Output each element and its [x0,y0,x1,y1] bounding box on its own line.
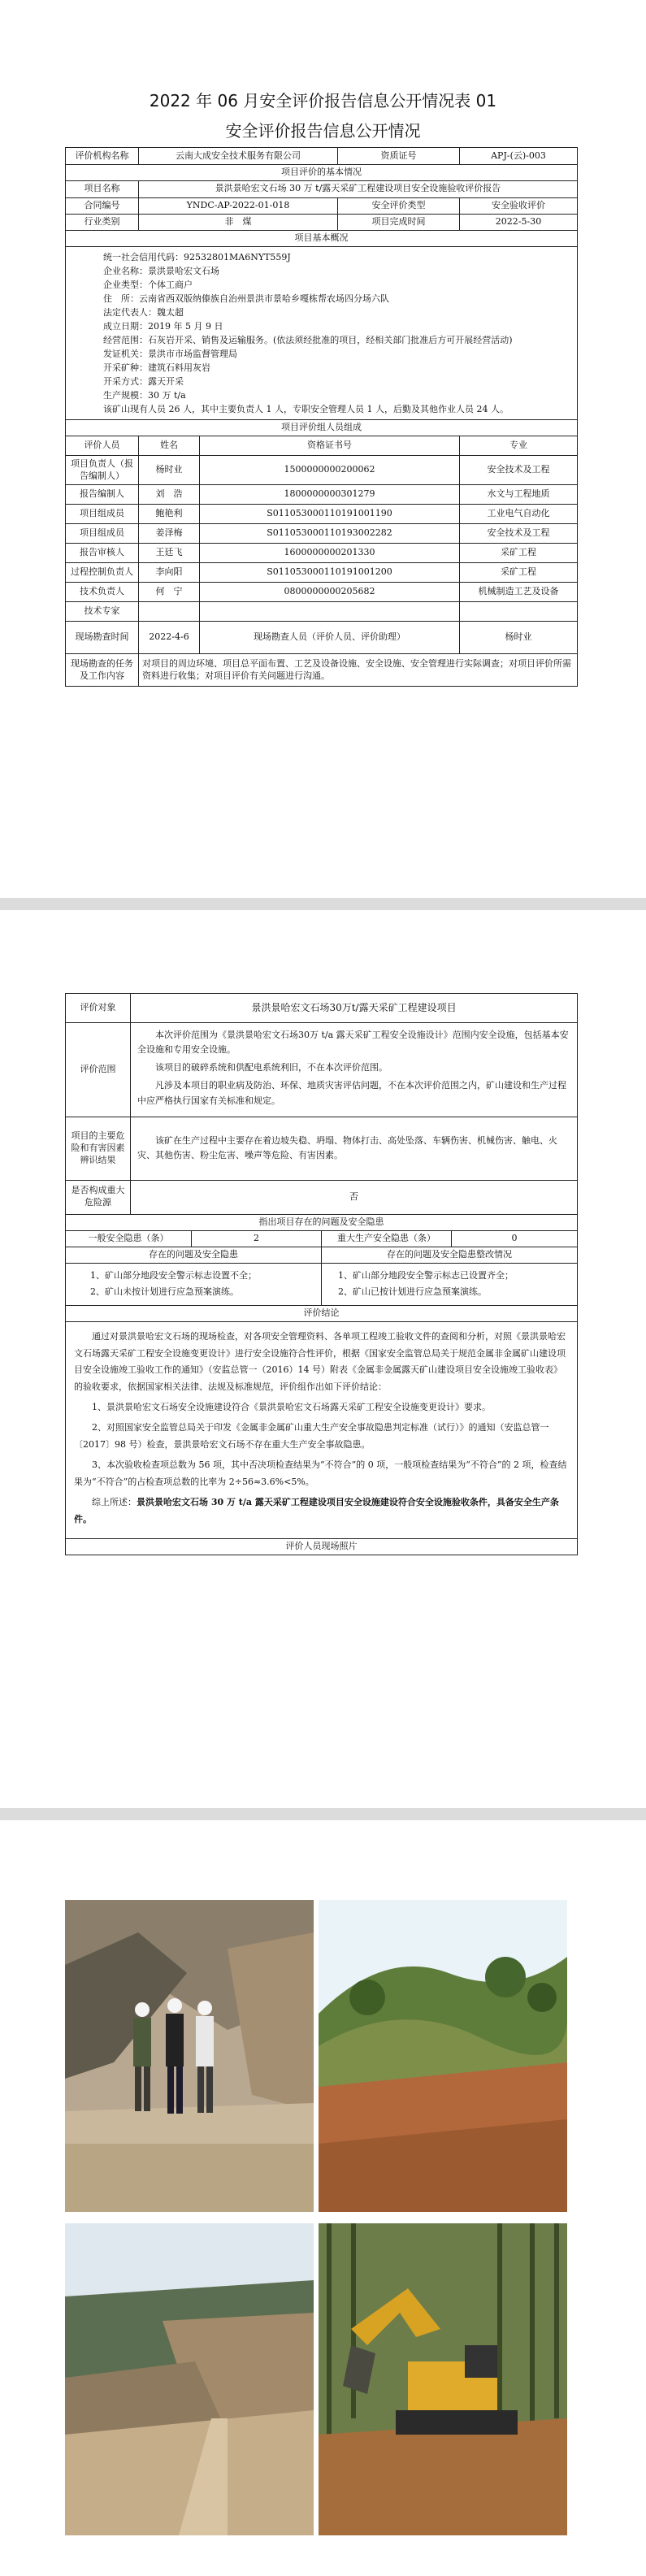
team-role: 项目负责人（报告编制人） [66,456,139,485]
industry-label: 行业类别 [66,214,139,230]
document-subtitle: 安全评价报告信息公开情况 [225,121,421,141]
conclusion-section-heading: 评价结论 [66,1305,578,1321]
rectify-list [322,1263,578,1305]
rectify-item: 1、矿山部分地段安全警示标志已设置齐全； [338,1270,514,1281]
conclusion-para: 2、对照国家安全监管总局关于印发《金属非金属矿山重大生产安全事故隐患判定标准（试行）》的通知（安监总管一〔2017〕98 号）检查，景洪景哈宏文石场不存在重大生产安全事故隐患。 [74,1422,549,1451]
site-photo-grid [65,1900,579,2535]
survey-time-label: 现场勘查时间 [66,622,139,654]
team-cert: 1500000000200062 [200,456,460,485]
overview-line: 住 所：云南省西双版纳傣族自治州景洪市景哈乡嘎栋帮农场四分场六队 [103,293,389,304]
overview-line: 经营范围：石灰岩开采、销售及运输服务。(依法须经批准的项目，经相关部门批准后方可开展经营活动) [103,334,513,345]
conclusion-para: 通过对景洪景哈宏文石场的现场检查，对各项安全管理资料、各单项工程竣工验收文件的查阅和分析，对照《景洪景哈宏文石场露天采矿工程安全设施变更设计》进行安全设施符合性评价，根据《国家安全监管总局关于规范金属非金属矿山建设项目安全设施竣工验收工作的通知》（安监总管一（2016）14 号）附表《金属非金属露天矿山建设项目安全设施竣工验收表》的验收要求，依据国家相关法律、法规及标准规范，评价组作出如下评价结论： [74,1330,566,1393]
project-name-label: 项目名称 [66,180,139,197]
team-name: 姜泽梅 [139,524,200,544]
problem-item: 1、矿山部分地段安全警示标志设置不全； [90,1270,257,1281]
eval-type-value: 安全验收评价 [460,197,578,214]
general-hidden-label: 一般安全隐患（条） [66,1230,192,1247]
team-role: 项目组成员 [66,524,139,544]
team-major: 水文与工程地质 [460,485,578,505]
overview-section-heading: 项目基本概况 [66,230,578,246]
done-time-value: 2022-5-30 [460,214,578,230]
team-cert [200,602,460,622]
hazard-value: 该矿在生产过程中主要存在着边坡失稳、坍塌、物体打击、高处坠落、车辆伤害、机械伤害、触电、火灾、其他伤害、粉尘危害、噪声等危险、有害因素。 [137,1135,557,1161]
scope-label: 评价范围 [66,1023,131,1117]
team-role: 报告审核人 [66,544,139,563]
conclusion-block [66,1321,578,1538]
team-major: 工业电气自动化 [460,505,578,524]
org-label: 评价机构名称 [66,148,139,165]
team-name: 鲍艳利 [139,505,200,524]
problems-header: 存在的问题及安全隐患 [66,1247,322,1263]
contract-value: YNDC-AP-2022-01-018 [139,197,338,214]
site-photo-excavator [319,2223,567,2535]
site-photo-inspectors [65,1900,314,2212]
major-hazard-label: 是否构成重大危险源 [66,1180,131,1214]
conclusion-para: 3、本次验收检查项总数为 56 项，其中否决项检查结果为“不符合”的 0 项，一般项检查结果为“不符合”的 2 项，检查结果为“不符合”的占检查项总数的比率为 2÷56≈3.6%<5%。 [74,1459,567,1487]
overview-line: 生产规模：30 万 t/a [103,390,186,401]
page-1 [0,0,646,898]
overview-line: 开采方式：露天开采 [103,376,184,388]
task-value: 对项目的周边环境、项目总平面布置、工艺及设备设施、安全设施、安全管理进行实际调查；对项目评价所需资料进行收集；对项目评价有关问题进行沟通。 [139,654,578,687]
team-header-role: 评价人员 [66,436,139,456]
conclusion-para: 1、景洪景哈宏文石场安全设施建设符合《景洪景哈宏文石场露天采矿工程安全设施变更设计》要求。 [92,1402,491,1413]
done-time-label: 项目完成时间 [338,214,460,230]
team-cert: 1600000000201330 [200,544,460,563]
team-name [139,602,200,622]
overview-line: 发证机关：景洪市市场监督管理局 [103,349,237,360]
overview-block [66,246,578,420]
scope-para: 本次评价范围为《景洪景哈宏文石场30万 t/a 露天采矿工程安全设施设计》范围内安全设施，包括基本安全设施和专用安全设施。 [137,1030,569,1056]
overview-line: 开采矿种：建筑石料用灰岩 [103,362,210,374]
team-role: 项目组成员 [66,505,139,524]
team-major: 采矿工程 [460,544,578,563]
team-role: 技术专家 [66,602,139,622]
conclusion-final-prefix: 综上所述： [92,1496,137,1507]
document-title: 2022 年 06 月安全评价报告信息公开情况表 01 [149,91,497,111]
team-section-heading: 项目评价组人员组成 [66,420,578,436]
task-label: 现场勘查的任务及工作内容 [66,654,139,687]
team-role: 技术负责人 [66,583,139,602]
team-name: 刘 浩 [139,485,200,505]
team-role: 过程控制负责人 [66,563,139,583]
team-cert: 0800000000205682 [200,583,460,602]
rectify-header: 存在的问题及安全隐患整改情况 [322,1247,578,1263]
industry-value: 非 煤 [139,214,338,230]
project-name-value: 景洪景哈宏文石场 30 万 t/露天采矿工程建设项目安全设施验收评价报告 [139,180,578,197]
survey-person-value: 杨时业 [460,622,578,654]
scope-block [131,1023,578,1117]
report-info-table [65,147,578,687]
evaluation-table [65,993,578,1555]
team-name: 何 宁 [139,583,200,602]
cert-value: APJ-(云)-003 [460,148,578,165]
team-major: 安全技术及工程 [460,456,578,485]
team-cert: S011053000110193002282 [200,524,460,544]
team-cert: 1800000000301279 [200,485,460,505]
team-name: 李向阳 [139,563,200,583]
site-photo-hillside [319,1900,567,2212]
team-major [460,602,578,622]
cert-label: 资质证号 [338,148,460,165]
conclusion-final [74,1494,569,1529]
conclusion-final-bold: 景洪景哈宏文石场 30 万 t/a 露天采矿工程建设项目安全设施建设符合安全设施验收条件，具备安全生产条件。 [74,1496,559,1524]
issues-section-heading: 指出项目存在的问题及安全隐患 [66,1214,578,1230]
org-value: 云南大成安全技术服务有限公司 [139,148,338,165]
scope-para: 凡涉及本项目的职业病及防治、环保、地质灾害评估问题，不在本次评价范围之内，矿山建设和生产过程中应严格执行国家有关标准和规定。 [137,1080,566,1106]
general-hidden-value: 2 [192,1230,322,1247]
eval-type-label: 安全评价类型 [338,197,460,214]
problem-item: 2、矿山未按计划进行应急预案演练。 [90,1286,239,1298]
problems-list [66,1263,322,1305]
team-header-name: 姓名 [139,436,200,456]
team-header-major: 专业 [460,436,578,456]
team-major: 机械制造工艺及设备 [460,583,578,602]
survey-person-label: 现场勘查人员（评价人员、评价助理） [200,622,460,654]
survey-time-value: 2022-4-6 [139,622,200,654]
contract-label: 合同编号 [66,197,139,214]
overview-line: 统一社会信用代码：92532801MA6NYT559J [103,251,291,262]
team-major: 安全技术及工程 [460,524,578,544]
photos-section-heading: 评价人员现场照片 [66,1538,578,1555]
major-hidden-label: 重大生产安全隐患（条） [322,1230,452,1247]
team-header-cert: 资格证书号 [200,436,460,456]
overview-line: 企业类型：个体工商户 [103,279,193,290]
overview-line: 该矿山现有人员 26 人，其中主要负责人 1 人，专职安全管理人员 1 人，后勤及其他作业人员 24 人。 [103,404,509,415]
team-name: 王廷飞 [139,544,200,563]
hazard-block [131,1117,578,1180]
rectify-item: 2、矿山已按计划进行应急预案演练。 [338,1286,487,1298]
team-cert: S011053000110191001200 [200,563,460,583]
obj-value: 景洪景哈宏文石场30万t/露天采矿工程建设项目 [131,994,578,1023]
overview-line: 成立日期：2019 年 5 月 9 日 [103,320,223,332]
obj-label: 评价对象 [66,994,131,1023]
scope-para: 该项目的破碎系统和供配电系统利旧，不在本次评价范围。 [155,1062,388,1073]
basic-section-heading: 项目评价的基本情况 [66,165,578,181]
major-hazard-value: 否 [131,1180,578,1214]
site-photo-quarry-road [65,2223,314,2535]
team-cert: S011053000110191001190 [200,505,460,524]
overview-line: 企业名称：景洪景哈宏文石场 [103,265,219,276]
team-major: 采矿工程 [460,563,578,583]
overview-line: 法定代表人：魏太超 [103,306,184,318]
major-hidden-value: 0 [452,1230,578,1247]
team-name: 杨时业 [139,456,200,485]
hazard-label: 项目的主要危险和有害因素辨识结果 [66,1117,131,1180]
team-role: 报告编制人 [66,485,139,505]
